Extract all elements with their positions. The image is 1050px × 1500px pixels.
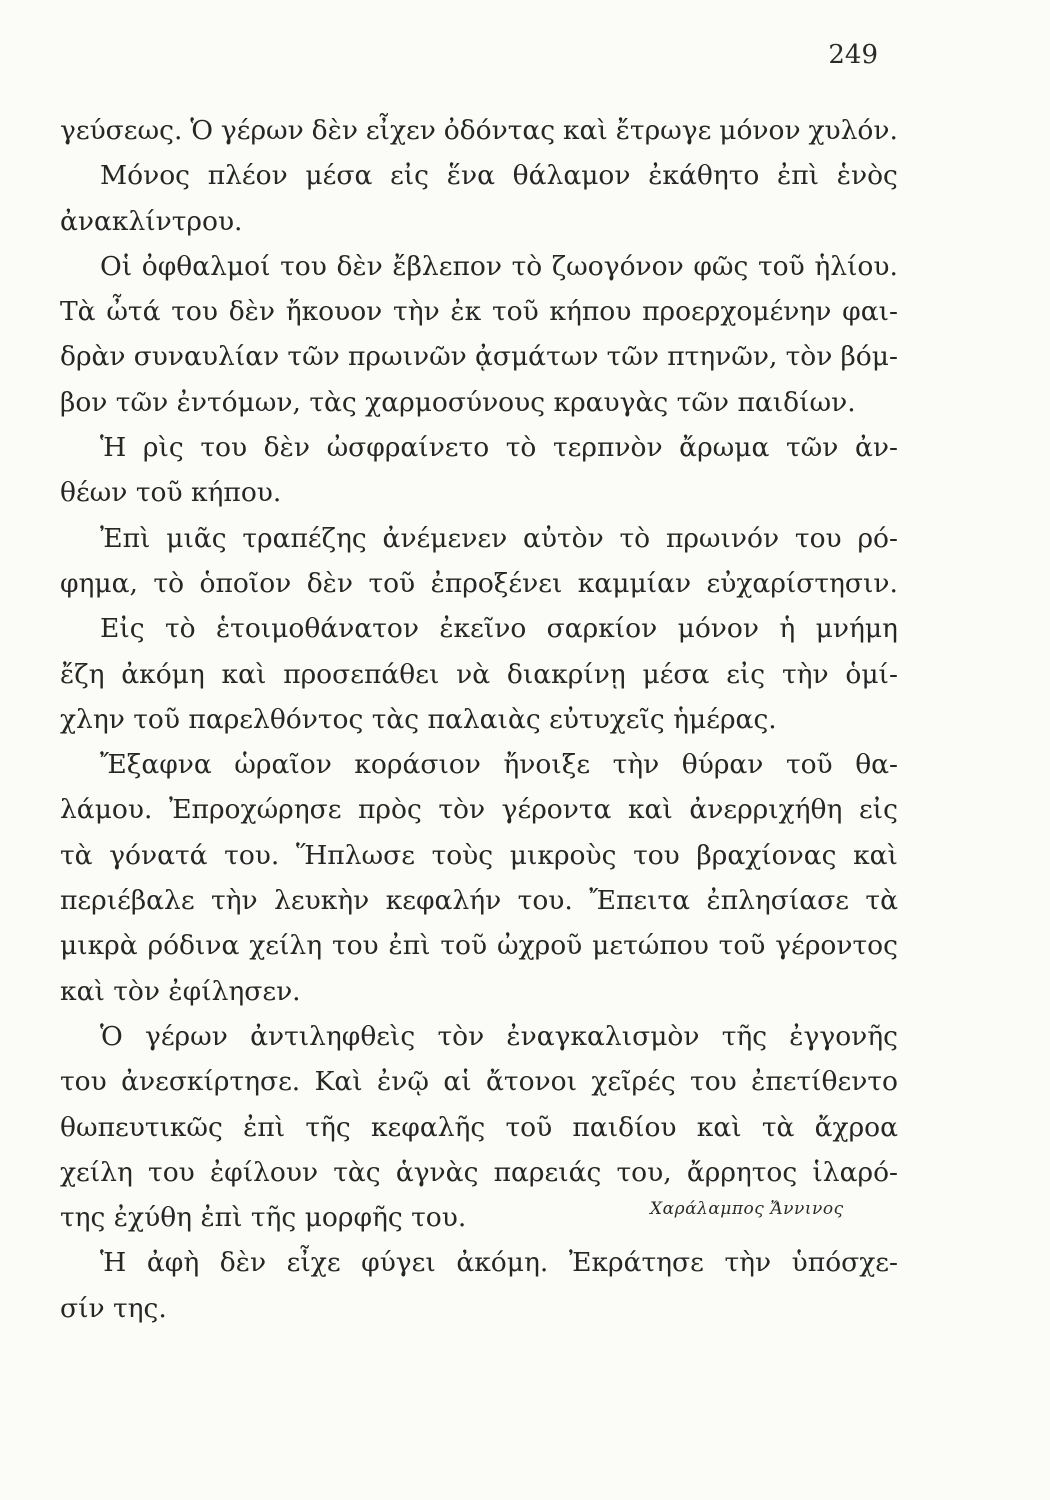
text-line	[60, 244, 898, 289]
word: ἐκ	[450, 296, 482, 328]
word: ἀντιληφθεὶς	[250, 1020, 416, 1052]
text-line	[60, 516, 898, 561]
word: ἐνῷ	[377, 1066, 429, 1098]
word: του	[280, 250, 327, 282]
word: εἰς	[726, 658, 766, 690]
word: Μόνος	[100, 160, 190, 192]
word: λευκὴν	[274, 885, 370, 917]
word: ἀκόμη	[121, 658, 205, 690]
word: πρὸς	[358, 794, 422, 826]
word: εἰς	[858, 794, 898, 826]
word: ἐπροξένει	[430, 567, 563, 599]
word: Ἥπλωσε	[295, 839, 415, 871]
word: Εἰς	[100, 613, 145, 645]
word: τραπέζης	[242, 522, 367, 554]
word: ρό-	[857, 522, 898, 554]
word: του,	[616, 1156, 672, 1188]
word: καὶ	[853, 839, 898, 871]
word: κήπου	[549, 296, 632, 328]
word: πλέον	[207, 160, 288, 192]
word: μέσα	[305, 160, 373, 192]
word: τὴν	[724, 1247, 772, 1279]
word: ζωογόνον	[551, 250, 684, 282]
word: Ἐπροχώρησε	[168, 794, 342, 826]
word: καὶ	[562, 115, 608, 146]
word: εἶχεν	[365, 115, 436, 146]
word: Ἐκράτησε	[568, 1247, 704, 1279]
word: ἱλαρό-	[812, 1156, 898, 1188]
word: θα-	[855, 749, 898, 781]
word: ἡ	[779, 613, 796, 645]
word: Ὁ	[190, 115, 214, 146]
text-line	[60, 199, 898, 244]
word: Οἱ	[100, 250, 133, 282]
word: δρὰν	[60, 341, 126, 373]
word: ρόδινα	[147, 930, 240, 962]
word: διακρίνῃ	[506, 658, 626, 690]
word: του	[200, 432, 248, 464]
word: ἐπλησίασε	[706, 885, 849, 917]
word: ὠσφραίνετο	[326, 432, 490, 464]
word: μέσα	[642, 658, 710, 690]
word: προσεπάθει	[283, 658, 440, 690]
word: γόνατά	[109, 839, 208, 871]
word: συναυλίαν	[133, 341, 280, 373]
word: μικρὰ	[60, 930, 138, 962]
word: γέρων	[220, 115, 304, 146]
author-signature: Χαράλαμπος Ἄννινος	[650, 1199, 844, 1219]
text-line	[60, 470, 898, 515]
word: ἄρωμα	[679, 432, 770, 464]
text-line	[60, 1150, 898, 1195]
word: ἡλίου.	[814, 250, 898, 282]
word: ἀνεσκίρτησε.	[121, 1066, 301, 1098]
text-line	[60, 289, 898, 334]
word: ἑτοιμοθάνατον	[215, 613, 419, 645]
word: τοῦ	[757, 250, 805, 282]
word: Ἡ	[100, 432, 127, 464]
text-line	[60, 652, 898, 697]
word: Ἐπὶ	[100, 522, 151, 554]
word: του	[148, 1156, 195, 1188]
word: τὰ	[865, 885, 898, 917]
word: ἐκεῖνο	[439, 613, 527, 645]
word: ἐπὶ	[388, 930, 431, 962]
word: ρὶς	[142, 432, 184, 464]
word: δὲν	[311, 115, 358, 146]
word: βόμ-	[840, 341, 898, 373]
word: τοῦ	[505, 1111, 553, 1143]
word: ὁμί-	[845, 658, 898, 690]
word: πτηνῶν,	[667, 341, 778, 373]
word: ἐπετίθεντο	[751, 1066, 898, 1098]
text-line-content: χλην τοῦ παρελθόντος τὰς παλαιὰς εὐτυχεῖς ἡμέρας.	[60, 703, 777, 735]
word: μόνον	[677, 613, 759, 645]
word: γέροντα	[501, 794, 612, 826]
word: τὸ	[511, 250, 543, 282]
word: ἐγγονῆς	[789, 1020, 898, 1052]
word: ἐκάθητο	[648, 160, 760, 192]
word: του	[171, 296, 218, 328]
word: ἀνερριχήθη	[689, 794, 843, 826]
text-line	[60, 561, 898, 606]
text-line	[60, 878, 898, 923]
word: Ἔπειτα	[589, 885, 691, 917]
word: μικροὺς	[509, 839, 617, 871]
text-line-content: καὶ τὸν ἐφίλησεν.	[60, 975, 301, 1007]
word: γεύσεως.	[60, 115, 183, 146]
word: τοὺς	[431, 839, 494, 871]
word: περιέβαλε	[60, 885, 195, 917]
word: κεφαλήν	[385, 885, 502, 917]
word: τὸ	[619, 522, 651, 554]
word: θύραν	[681, 749, 764, 781]
text-line	[60, 606, 898, 651]
word: φύγει	[361, 1247, 436, 1279]
word: Ἡ	[100, 1247, 127, 1279]
word: του	[331, 930, 379, 962]
word: Ὁ	[100, 1020, 123, 1052]
word: φημα,	[60, 567, 138, 599]
word: ὑπόσχε-	[791, 1247, 898, 1279]
text-line-content: βον τῶν ἐντόμων, τὰς χαρμοσύνους κραυγὰς τῶν παιδίων.	[60, 386, 856, 418]
word: του.	[224, 839, 280, 871]
word: τῶν	[606, 341, 660, 373]
word: ἄχροα	[814, 1111, 898, 1143]
word: καμμίαν	[577, 567, 692, 599]
word: χεῖρές	[591, 1066, 676, 1098]
word: του	[633, 839, 680, 871]
word: τοῦ	[368, 567, 416, 599]
word: Καὶ	[314, 1066, 363, 1098]
word: καὶ	[221, 658, 267, 690]
word: Ἔξαφνα	[100, 749, 212, 781]
word: μετώπου	[592, 930, 709, 962]
word: τῆς	[721, 1020, 768, 1052]
text-line	[60, 923, 898, 968]
word: του.	[517, 885, 573, 917]
word: χείλη	[60, 1156, 133, 1188]
word: δὲν	[336, 250, 383, 282]
text-line-content: θέων τοῦ κήπου.	[60, 477, 282, 509]
word: θωπευτικῶς	[60, 1111, 223, 1143]
word: παρειάς	[493, 1156, 602, 1188]
text-line-content: ἀνακλίντρου.	[60, 205, 243, 237]
text-line	[60, 1059, 898, 1104]
text-line	[60, 1105, 898, 1150]
word: ὁποῖον	[199, 567, 292, 599]
text-line	[60, 334, 898, 379]
word: ἔβλεπον	[392, 250, 502, 282]
word: του	[60, 1066, 107, 1098]
text-line	[60, 1240, 898, 1285]
word: ἀνέμενεν	[382, 522, 508, 554]
word: ἁγνὰς	[395, 1156, 479, 1188]
text-line	[60, 1286, 898, 1331]
word: κεφαλῆς	[370, 1111, 486, 1143]
word: τὰ	[60, 839, 93, 871]
word: φαι-	[842, 296, 898, 328]
word: ἐφίλουν	[209, 1156, 319, 1188]
word: χείλη	[249, 930, 323, 962]
word: δὲν	[263, 432, 310, 464]
word: προερχομένην	[642, 296, 832, 328]
word: τῶν	[287, 341, 340, 373]
text-line	[60, 833, 898, 878]
word: του	[794, 522, 842, 554]
word: ἐναγκαλισμὸν	[506, 1020, 700, 1052]
word: τὴν	[211, 885, 258, 917]
word: ἀν-	[854, 432, 898, 464]
word: Τὰ	[60, 296, 96, 328]
word: λάμου.	[60, 794, 153, 826]
text-line	[60, 969, 898, 1014]
word: καὶ	[627, 794, 673, 826]
word: ἔζη	[60, 658, 105, 690]
word: τὰς	[333, 1156, 381, 1188]
word: αἱ	[443, 1066, 472, 1098]
word: σαρκίον	[546, 613, 658, 645]
word: εἶχε	[286, 1247, 341, 1279]
page-number: 249	[828, 40, 878, 70]
text-line	[60, 787, 898, 832]
word: τὸν	[785, 341, 833, 373]
word: εἰς	[390, 160, 430, 192]
word: τὴν	[781, 658, 829, 690]
word: μνήμη	[815, 613, 898, 645]
word: γέροντος	[775, 930, 898, 962]
word: ὦτά	[106, 296, 161, 328]
word: μιᾶς	[166, 522, 227, 554]
word: του	[690, 1066, 737, 1098]
word: τὴν	[612, 749, 660, 781]
word: φῶς	[693, 250, 749, 282]
word: χυλόν.	[808, 115, 898, 146]
word: ἐπὶ	[777, 160, 820, 192]
word: τὸ	[164, 613, 196, 645]
word: ἑνὸς	[836, 160, 898, 192]
word: δὲν	[306, 567, 353, 599]
word: τὸν	[438, 794, 486, 826]
word: ἔτρωγε	[615, 115, 712, 146]
word: βραχίονας	[696, 839, 837, 871]
word: τὴν	[393, 296, 440, 328]
word: τῶν	[785, 432, 839, 464]
text-line	[60, 153, 898, 198]
word: τὸν	[437, 1020, 485, 1052]
word: ὀδόντας	[443, 115, 556, 146]
word: παιδίου	[572, 1111, 677, 1143]
word: τοῦ	[440, 930, 488, 962]
word: κοράσιον	[354, 749, 481, 781]
word: καὶ	[696, 1111, 742, 1143]
word: ὀφθαλμοί	[141, 250, 271, 282]
word: δὲν	[219, 1247, 267, 1279]
text-line	[60, 108, 898, 153]
text-line	[60, 697, 898, 742]
word: τοῦ	[718, 930, 766, 962]
word: γέρων	[144, 1020, 228, 1052]
word: τῆς	[305, 1111, 351, 1143]
text-line	[60, 1014, 898, 1059]
word: ἤνοιξε	[503, 749, 591, 781]
word: δὲν	[228, 296, 275, 328]
word: τερπνὸν	[553, 432, 663, 464]
word: τοῦ	[785, 749, 833, 781]
word: ἀκόμη.	[456, 1247, 549, 1279]
word: τὸ	[505, 432, 537, 464]
word: εὐχαρίστησιν.	[706, 567, 898, 599]
word: ἄρρητος	[686, 1156, 798, 1188]
word: νὰ	[456, 658, 491, 690]
text-line	[60, 742, 898, 787]
text-line-content: της ἐχύθη ἐπὶ τῆς μορφῆς του.	[60, 1202, 467, 1234]
text-line	[60, 425, 898, 470]
word: τὰ	[761, 1111, 795, 1143]
word: τοῦ	[491, 296, 539, 328]
word: ἕνα	[446, 160, 495, 192]
text-line	[60, 380, 898, 425]
body-text	[60, 108, 898, 1331]
word: πρωινῶν	[347, 341, 467, 373]
word: ἀφὴ	[146, 1247, 200, 1279]
word: θάλαμον	[512, 160, 631, 192]
word: ὡραῖον	[234, 749, 332, 781]
word: ἄτονοι	[486, 1066, 577, 1098]
word: αὐτὸν	[522, 522, 604, 554]
word: ὠχροῦ	[496, 930, 583, 962]
word: ᾀσμάτων	[474, 341, 599, 373]
text-line-content: σίν της.	[60, 1292, 167, 1324]
word: ἐπὶ	[243, 1111, 286, 1143]
word: ἤκουον	[285, 296, 383, 328]
word: μόνον	[719, 115, 801, 146]
word: τὸ	[153, 567, 185, 599]
word: πρωινόν	[665, 522, 780, 554]
